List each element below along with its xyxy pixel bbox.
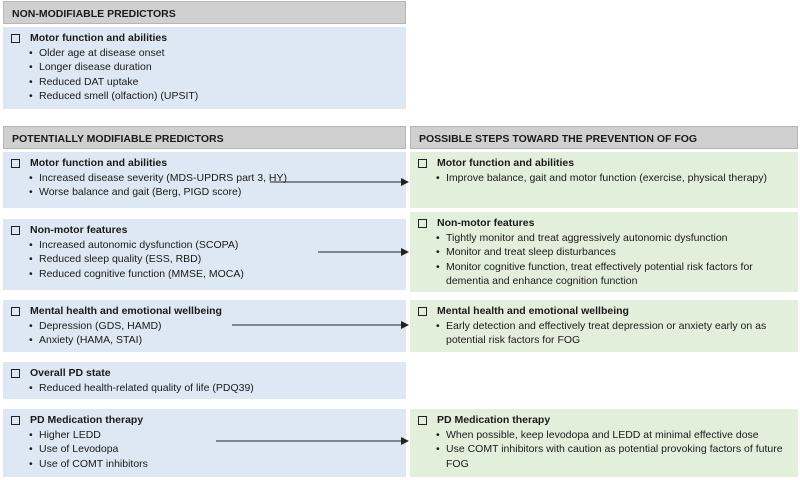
list-item: • Older age at disease onset: [29, 46, 398, 60]
box-title: Non-motor features: [437, 217, 535, 229]
list-item: • Monitor cognitive function, treat effectively potential risk factors for dementia and enhance cognition function: [436, 260, 790, 289]
non-modifiable-header: NON-MODIFIABLE PREDICTORS: [3, 1, 406, 24]
prevention-header: POSSIBLE STEPS TOWARD THE PREVENTION OF FOG: [410, 126, 798, 149]
list-item: • Increased disease severity (MDS-UPDRS part 3, HY): [29, 171, 398, 185]
list-item: • Increased autonomic dysfunction (SCOPA): [29, 238, 398, 252]
list-item: • Monitor and treat sleep disturbances: [436, 245, 790, 259]
list-item: • Anxiety (HAMA, STAI): [29, 333, 398, 347]
box-title: PD Medication therapy: [437, 414, 551, 426]
box-title: Mental health and emotional wellbeing: [437, 305, 629, 317]
box-title: Overall PD state: [30, 367, 111, 379]
list-item: • Use of Levodopa: [29, 442, 398, 456]
list-item: • Reduced DAT uptake: [29, 75, 398, 89]
list-item: • Use of COMT inhibitors: [29, 457, 398, 471]
list-item: • Reduced sleep quality (ESS, RBD): [29, 252, 398, 266]
modifiable-header: POTENTIALLY MODIFIABLE PREDICTORS: [3, 126, 406, 149]
list-item: • Reduced health-related quality of life (PDQ39): [29, 381, 398, 395]
list-item: • Depression (GDS, HAMD): [29, 319, 398, 333]
list-item: • Reduced cognitive function (MMSE, MOCA): [29, 267, 398, 281]
box-title: Non-motor features: [30, 224, 128, 236]
list-item: • Early detection and effectively treat depression or anxiety early on as potential risk factors for FOG: [436, 319, 790, 348]
list-item: • Improve balance, gait and motor function (exercise, physical therapy): [436, 171, 790, 185]
list-item: • Longer disease duration: [29, 60, 398, 74]
list-item: • Use COMT inhibitors with caution as potential provoking factors of future FOG: [436, 442, 790, 471]
list-item: • Reduced smell (olfaction) (UPSIT): [29, 89, 398, 103]
box-title: PD Medication therapy: [30, 414, 144, 426]
list-item: • When possible, keep levodopa and LEDD at minimal effective dose: [436, 428, 790, 442]
list-item: • Tightly monitor and treat aggressively autonomic dysfunction: [436, 231, 790, 245]
box-title: Motor function and abilities: [30, 32, 168, 44]
list-item: • Worse balance and gait (Berg, PIGD score): [29, 185, 398, 199]
box-title: Mental health and emotional wellbeing: [30, 305, 222, 317]
list-item: • Higher LEDD: [29, 428, 398, 442]
box-title: Motor function and abilities: [437, 157, 575, 169]
box-title: Motor function and abilities: [30, 157, 168, 169]
